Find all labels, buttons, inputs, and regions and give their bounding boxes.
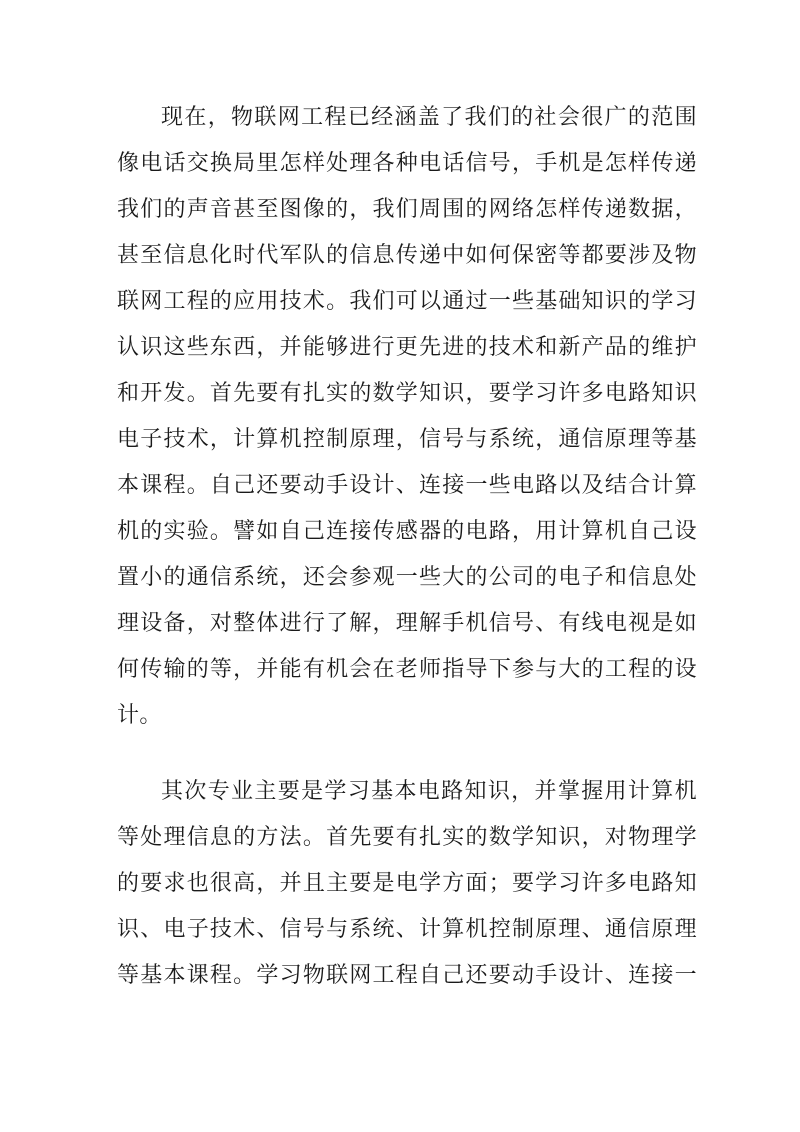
text-line: 联网工程的应用技术。我们可以通过一些基础知识的学习 (117, 289, 697, 314)
paragraph-spacing (117, 739, 697, 769)
text-line: 等处理信息的方法。首先要有扎实的数学知识，对物理学 (117, 825, 697, 850)
text-line: 识、电子技术、信号与系统、计算机控制原理、通信原理 (117, 917, 697, 942)
text-line: 等基本课程。学习物联网工程自己还要动手设计、连接一 (117, 963, 697, 988)
text-line: 机的实验。譬如自己连接传感器的电路，用计算机自己设 (117, 519, 697, 544)
text-line: 甚至信息化时代军队的信息传递中如何保密等都要涉及物 (117, 243, 697, 268)
body-text (117, 95, 697, 999)
text-line: 置小的通信系统，还会参观一些大的公司的电子和信息处 (117, 565, 697, 590)
text-line: 认识这些东西，并能够进行更先进的技术和新产品的维护 (117, 335, 697, 360)
text-line: 电子技术，计算机控制原理，信号与系统，通信原理等基 (117, 427, 697, 452)
text-line: 计。 (117, 703, 162, 728)
text-line: 理设备，对整体进行了解，理解手机信号、有线电视是如 (117, 611, 697, 636)
text-line: 我们的声音甚至图像的，我们周围的网络怎样传递数据， (117, 197, 697, 222)
paragraph-1 (117, 95, 697, 739)
text-line: 和开发。首先要有扎实的数学知识，要学习许多电路知识 (117, 381, 697, 406)
text-line: 何传输的等，并能有机会在老师指导下参与大的工程的设 (117, 657, 697, 682)
text-line: 现在，物联网工程已经涵盖了我们的社会很广的范围 (161, 105, 697, 130)
text-line: 像电话交换局里怎样处理各种电话信号，手机是怎样传递 (117, 151, 697, 176)
text-line: 其次专业主要是学习基本电路知识，并掌握用计算机 (161, 779, 697, 804)
paragraph-2 (117, 769, 697, 999)
text-line: 本课程。自己还要动手设计、连接一些电路以及结合计算 (117, 473, 697, 498)
text-line: 的要求也很高，并且主要是电学方面；要学习许多电路知 (117, 871, 697, 896)
